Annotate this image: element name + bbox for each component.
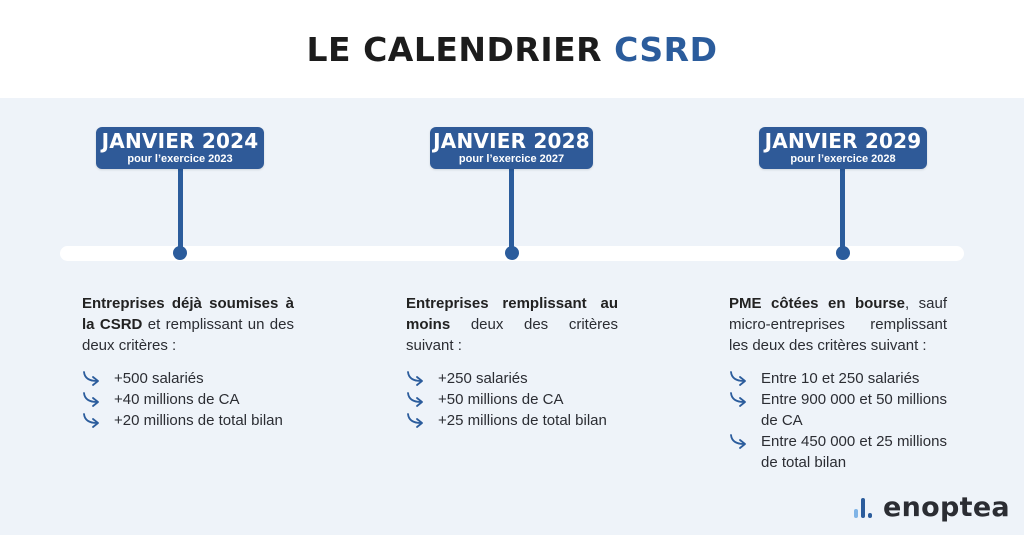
milestone-date: JANVIER 2028: [433, 129, 590, 153]
list-item: [406, 368, 618, 389]
milestone-intro: [82, 293, 294, 356]
curved-arrow-icon: [82, 412, 104, 428]
curved-arrow-icon: [729, 370, 751, 386]
list-item: [729, 368, 947, 389]
criterion-text: Entre 900 000 et 50 millions de CA: [761, 391, 947, 429]
milestone-exercise: pour l’exercice 2023: [127, 153, 233, 165]
criteria-list: [406, 368, 618, 431]
list-item: [406, 389, 618, 410]
list-item: [729, 431, 947, 473]
curved-arrow-icon: [82, 370, 104, 386]
logo: [854, 494, 1010, 522]
timeline-dot: [173, 246, 187, 260]
criterion-text: +25 millions de total bilan: [438, 412, 607, 429]
criterion-text: +250 salariés: [438, 370, 528, 387]
curved-arrow-icon: [82, 391, 104, 407]
curved-arrow-icon: [406, 412, 428, 428]
criterion-text: +20 millions de total bilan: [114, 412, 283, 429]
milestone-badge: [96, 127, 264, 169]
intro-rest: deux des critères suivant :: [406, 316, 618, 354]
intro-bold: Entreprises remplissant au moins: [406, 295, 618, 333]
timeline-dot: [836, 246, 850, 260]
criterion-text: +500 salariés: [114, 370, 204, 387]
milestone-badge: [759, 127, 927, 169]
curved-arrow-icon: [406, 370, 428, 386]
title-accent: CSRD: [614, 29, 718, 69]
timeline-dot: [505, 246, 519, 260]
list-item: [406, 410, 618, 431]
list-item: [82, 410, 294, 431]
page-title: [307, 30, 718, 69]
header: [0, 0, 1024, 98]
criteria-list: [82, 368, 294, 431]
milestone-intro: [406, 293, 618, 356]
criterion-text: Entre 10 et 250 salariés: [761, 370, 920, 387]
curved-arrow-icon: [406, 391, 428, 407]
title-main: LE CALENDRIER: [306, 29, 603, 69]
milestone-exercise: pour l’exercice 2027: [458, 153, 565, 165]
criterion-text: Entre 450 000 et 25 millions de total bilan: [761, 433, 947, 471]
curved-arrow-icon: [729, 433, 751, 449]
list-item: [82, 389, 294, 410]
milestone-details: [729, 293, 947, 473]
milestone-badge: [430, 127, 593, 169]
intro-bold: PME côtées en bourse: [729, 295, 905, 312]
bar-mark-icon: [854, 498, 875, 518]
milestone-date: JANVIER 2029: [764, 129, 922, 153]
intro-rest: , sauf micro-entreprises remplissant les deux des critères suivant :: [729, 295, 947, 354]
milestone-details: [406, 293, 618, 431]
list-item: [82, 368, 294, 389]
curved-arrow-icon: [729, 391, 751, 407]
milestone-date: JANVIER 2024: [101, 129, 259, 153]
logo-text: enoptea: [883, 492, 1010, 523]
milestone-intro: [729, 293, 947, 356]
criteria-list: [729, 368, 947, 473]
intro-bold: Entreprises déjà soumises à la CSRD: [82, 295, 294, 333]
intro-rest: et remplissant un des deux critères :: [82, 316, 294, 354]
timeline-stem: [840, 167, 845, 251]
milestone-exercise: pour l’exercice 2028: [790, 153, 896, 165]
list-item: [729, 389, 947, 431]
timeline-stem: [509, 167, 514, 251]
criterion-text: +40 millions de CA: [114, 391, 240, 408]
timeline-stem: [178, 167, 183, 251]
criterion-text: +50 millions de CA: [438, 391, 564, 408]
milestone-details: [82, 293, 294, 431]
